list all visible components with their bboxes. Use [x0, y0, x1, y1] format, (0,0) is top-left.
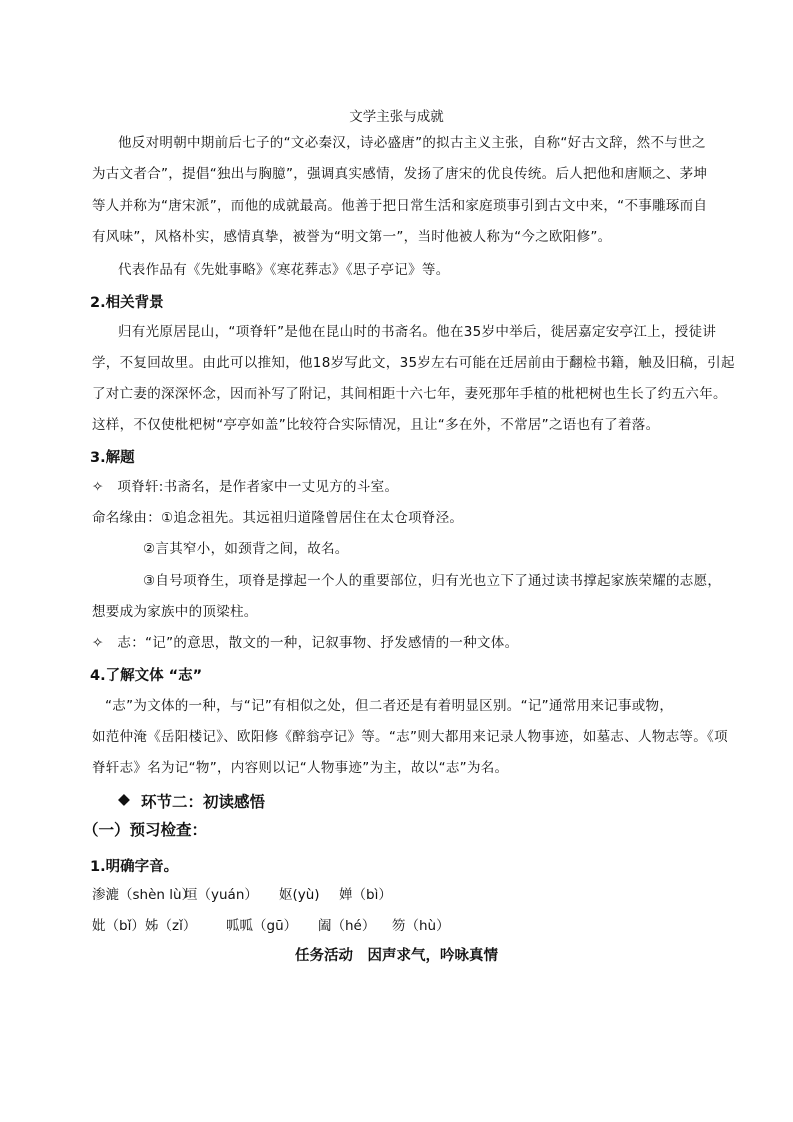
section-title: 文学主张与成就 — [349, 109, 444, 125]
paragraph-line: 等人并称为“唐宋派”，而他的成就最高。他善于把日常生活和家庭琐事引到古文中来，“不事雕琢而自 — [92, 198, 708, 214]
naming-reason-line: 命名缘由：①追念祖先。其远祖归道隆曾居住在太仓项脊泾。 — [92, 510, 464, 526]
pronunciation-item: 妣（bǐ） — [92, 918, 145, 934]
naming-reason-line: ③自号项脊生，项脊是撑起一个人的重要部位，归有光也立下了通过读书撑起家族荣耀的志愿， — [143, 573, 722, 589]
paragraph-line: 这样，不仅使枇杷树“亭亭如盖”比较符合实际情况，且让“多在外，不常居”之语也有了着落。 — [92, 417, 660, 433]
heading-title-explanation: 3.解题 — [90, 450, 135, 466]
heading-genre: 4.了解文体 “志” — [90, 668, 203, 684]
paragraph-line: 他反对明朝中期前后七子的“文必秦汉，诗必盛唐”的拟古主义主张，自称“好古文辞，然不与世之 — [118, 135, 706, 151]
explanation-line: ✧ 志：“记”的意思，散文的一种，记叙事物、抒发感情的一种文体。 — [92, 635, 519, 651]
heading-background: 2.相关背景 — [90, 295, 164, 311]
pronunciation-item: 笏（hù） — [392, 918, 450, 934]
paragraph-line: 脊轩志》名为记“物”，内容则以记“人物事迹”为主，故以“志”为名。 — [92, 760, 509, 776]
pronunciation-item: 渗漉（shèn lù） — [92, 887, 196, 903]
diamond-bullet-icon: ◆ — [118, 790, 130, 808]
paragraph-line: 学，不复回故里。由此可以推知，他18岁写此文，35岁左右可能在迁居前由于翻检书籍，触及旧稿，引起 — [92, 355, 735, 371]
pronunciation-item: 垣（yuán） — [184, 887, 258, 903]
paragraph-line: 归有光原居昆山，“项脊轩”是他在昆山时的书斋名。他在35岁中举后，徙居嘉定安亭江上，授徒讲 — [118, 324, 717, 340]
paragraph-line: 有风味”，风格朴实，感情真挚，被誉为“明文第一”，当时他被人称为“今之欧阳修”。 — [92, 229, 612, 245]
paragraph-line: 如范仲淹《岳阳楼记》、欧阳修《醉翁亭记》等。“志”则大都用来记录人物事迹，如墓志、人物志等。《项 — [92, 729, 728, 745]
pronunciation-item: 姊（zǐ） — [145, 918, 197, 934]
section-heading-stage2: 环节二：初读感悟 — [141, 793, 266, 811]
naming-reason-line: 想要成为家族中的顶梁柱。 — [92, 604, 258, 620]
paragraph-line: 了对亡妻的深深怀念，因而补写了附记，其间相距十六七年，妻死那年手植的枇杷树也生长了约五六年。 — [92, 386, 727, 402]
paragraph-line: “志”为文体的一种，与“记”有相似之处，但二者还是有着明显区别。“记”通常用来记事或物， — [105, 698, 674, 714]
subsection-heading-preview: （一）预习检查： — [83, 821, 208, 839]
pronunciation-item: 妪(yù) — [279, 887, 320, 903]
pronunciation-item: 呱呱（gū） — [226, 918, 298, 934]
task-activity-title: 任务活动 因声求气，吟咏真情 — [295, 948, 498, 964]
naming-reason-line: ②言其窄小，如颈背之间，故名。 — [143, 541, 349, 557]
pronunciation-item: 婵（bì） — [339, 887, 392, 903]
paragraph-line: 代表作品有《先妣事略》《寒花葬志》《思子亭记》等。 — [118, 262, 450, 278]
heading-pronunciation: 1.明确字音。 — [90, 859, 179, 875]
pronunciation-item: 阖（hé） — [318, 918, 376, 934]
paragraph-line: 为古文者合”，提倡“独出与胸臆”，强调真实感情，发扬了唐宋的优良传统。后人把他和唐顺之、茅坤 — [92, 166, 708, 182]
explanation-line: ✧ 项脊轩:书斋名，是作者家中一丈见方的斗室。 — [92, 479, 399, 495]
